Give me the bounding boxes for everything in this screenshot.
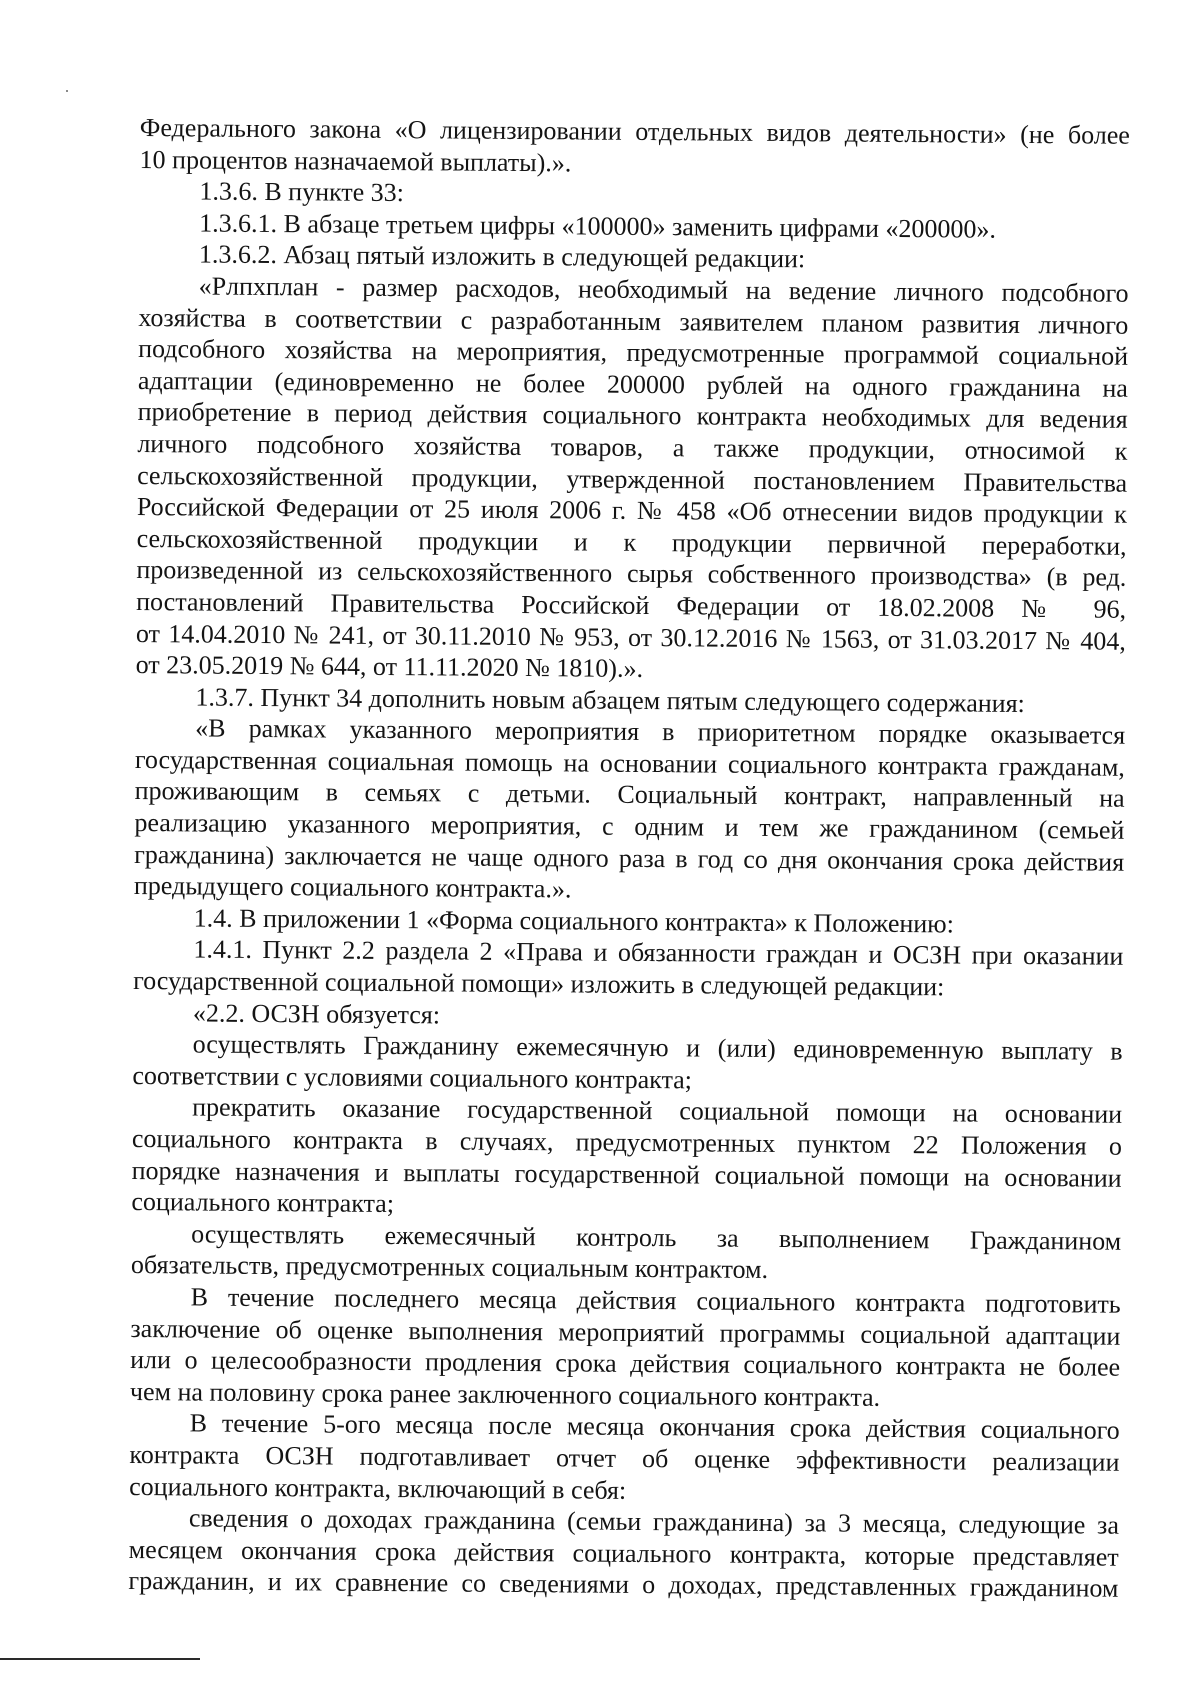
text-line: заключение об оценке выполнения мероприятий программы социальной адаптации	[130, 1313, 1121, 1351]
text-line: социального контракта в случаях, предусмотренных пунктом 22 Положения о	[131, 1123, 1123, 1161]
text-line: контракта ОСЗН подготавливает отчет об оценке эффективности реализации	[129, 1439, 1120, 1477]
text-line: произведенной из сельскохозяйственного сырья собственного производства» (в ред.	[136, 555, 1127, 593]
paragraph	[128, 1502, 1119, 1605]
text-line: социального контракта, включающий в себя:	[129, 1471, 627, 1505]
paragraph	[129, 1407, 1120, 1510]
text-line: приобретение в период действия социального контракта необходимых для ведения	[137, 397, 1128, 435]
text-line: социального контракта;	[131, 1187, 395, 1219]
text-line: обязательств, предусмотренных социальным контрактом.	[130, 1250, 769, 1285]
text-line: постановлений Правительства Российской Федерации от 18.02.2008 № 96,	[136, 586, 1127, 624]
text-line: 1.3.7. Пункт 34 дополнить новым абзацем пятым следующего содержания:	[195, 682, 1025, 718]
paragraph	[132, 1028, 1122, 1099]
text-line: осуществлять Гражданину ежемесячную и (или) единовременную выплату в	[192, 1029, 1123, 1066]
paragraph	[134, 712, 1125, 909]
text-line: от 14.04.2010 № 241, от 30.11.2010 № 953, от 30.12.2016 № 1563, от 31.03.2017 № 404,	[135, 618, 1126, 656]
paragraph	[130, 1281, 1121, 1415]
text-line: подсобного хозяйства на мероприятия, предусмотренные программой социальной	[138, 334, 1129, 371]
paragraph	[131, 1218, 1121, 1289]
document-body	[128, 112, 1130, 1605]
scan-edge-line	[0, 1658, 200, 1660]
text-line: В течение последнего месяца действия социального контракта подготовить	[190, 1282, 1121, 1319]
text-line: В течение 5-ого месяца после месяца окончания срока действия социального	[189, 1408, 1120, 1446]
text-line: сельскохозяйственной продукции и к продукции первичной переработки,	[136, 523, 1127, 561]
paragraph	[140, 112, 1130, 183]
text-line: чем на половину срока ранее заключенного социального контракта.	[129, 1376, 881, 1412]
text-line: проживающим в семьях с детьми. Социальный контракт, направленный на	[134, 776, 1125, 814]
text-line: личного подсобного хозяйства товаров, а также продукции, относимой к	[137, 428, 1128, 466]
text-line: 1.3.6.1. В абзаце третьем цифры «100000» заменить цифрами «200000».	[199, 208, 997, 244]
text-line: реализацию указанного мероприятия, с одним и тем же гражданином (семьей	[134, 808, 1125, 845]
paragraph	[133, 933, 1123, 1004]
text-line: порядке назначения и выплаты государственной социальной помощи на основании	[131, 1155, 1122, 1193]
text-line: соответствии с условиями социального контракта;	[132, 1060, 693, 1095]
text-line: месяцем окончания срока действия социального контракта, которые представляет	[128, 1534, 1119, 1572]
text-line: Федерального закона «О лицензировании отдельных видов деятельности» (не более	[139, 112, 1130, 150]
text-line: гражданина) заключается не чаще одного раза в год со дня окончания срока действия	[134, 839, 1125, 877]
text-line: государственная социальная помощь на основании социального контракта гражданам,	[134, 744, 1125, 782]
text-line: прекратить оказание государственной социальной помощи на основании	[192, 1092, 1123, 1130]
text-line: Российской Федерации от 25 июля 2006 г. № 458 «Об отнесении видов продукции к	[136, 492, 1127, 529]
paragraph	[136, 270, 1129, 688]
text-line: адаптации (единовременно не более 200000 рублей на одного гражданина на	[137, 365, 1128, 403]
paragraph	[131, 1091, 1122, 1225]
text-line: государственной социальной помощи» изложить в следующей редакции:	[133, 966, 945, 1002]
text-line: «2.2. ОСЗН обязуется:	[192, 998, 441, 1030]
text-line: 1.4. В приложении 1 «Форма социального контракта» к Положению:	[193, 903, 955, 939]
text-line: «В рамках указанного мероприятия в приоритетном порядке оказывается	[195, 713, 1126, 751]
text-line: 10 процентов назначаемой выплаты).».	[139, 144, 572, 177]
text-line: гражданин, и их сравнение со сведениями о доходах, представленных гражданином	[128, 1566, 1119, 1604]
text-line: осуществлять ежемесячный контроль за выполнением Гражданином	[191, 1219, 1122, 1256]
text-line: 1.3.6.2. Абзац пятый изложить в следующей редакции:	[198, 239, 806, 274]
text-line: хозяйства в соответствии с разработанным заявителем планом развития личного	[138, 302, 1129, 340]
text-line: 1.3.6. В пункте 33:	[199, 176, 405, 208]
text-line: «Pлпхплан - размер расходов, необходимый на ведение личного подсобного	[198, 271, 1129, 308]
text-line: предыдущего социального контракта.».	[133, 871, 572, 904]
text-line: сельскохозяйственной продукции, утвержденной постановлением Правительства	[137, 460, 1128, 498]
text-line: или о целесообразности продления срока действия социального контракта не более	[130, 1345, 1121, 1382]
text-line: от 23.05.2019 № 644, от 11.11.2020 № 1810).».	[135, 650, 644, 684]
text-line: сведения о доходах гражданина (семьи гражданина) за 3 месяца, следующие за	[188, 1503, 1120, 1540]
scan-speck	[66, 90, 68, 92]
text-line: 1.4.1. Пункт 2.2 раздела 2 «Права и обязанности граждан и ОСЗН при оказании	[193, 934, 1124, 972]
